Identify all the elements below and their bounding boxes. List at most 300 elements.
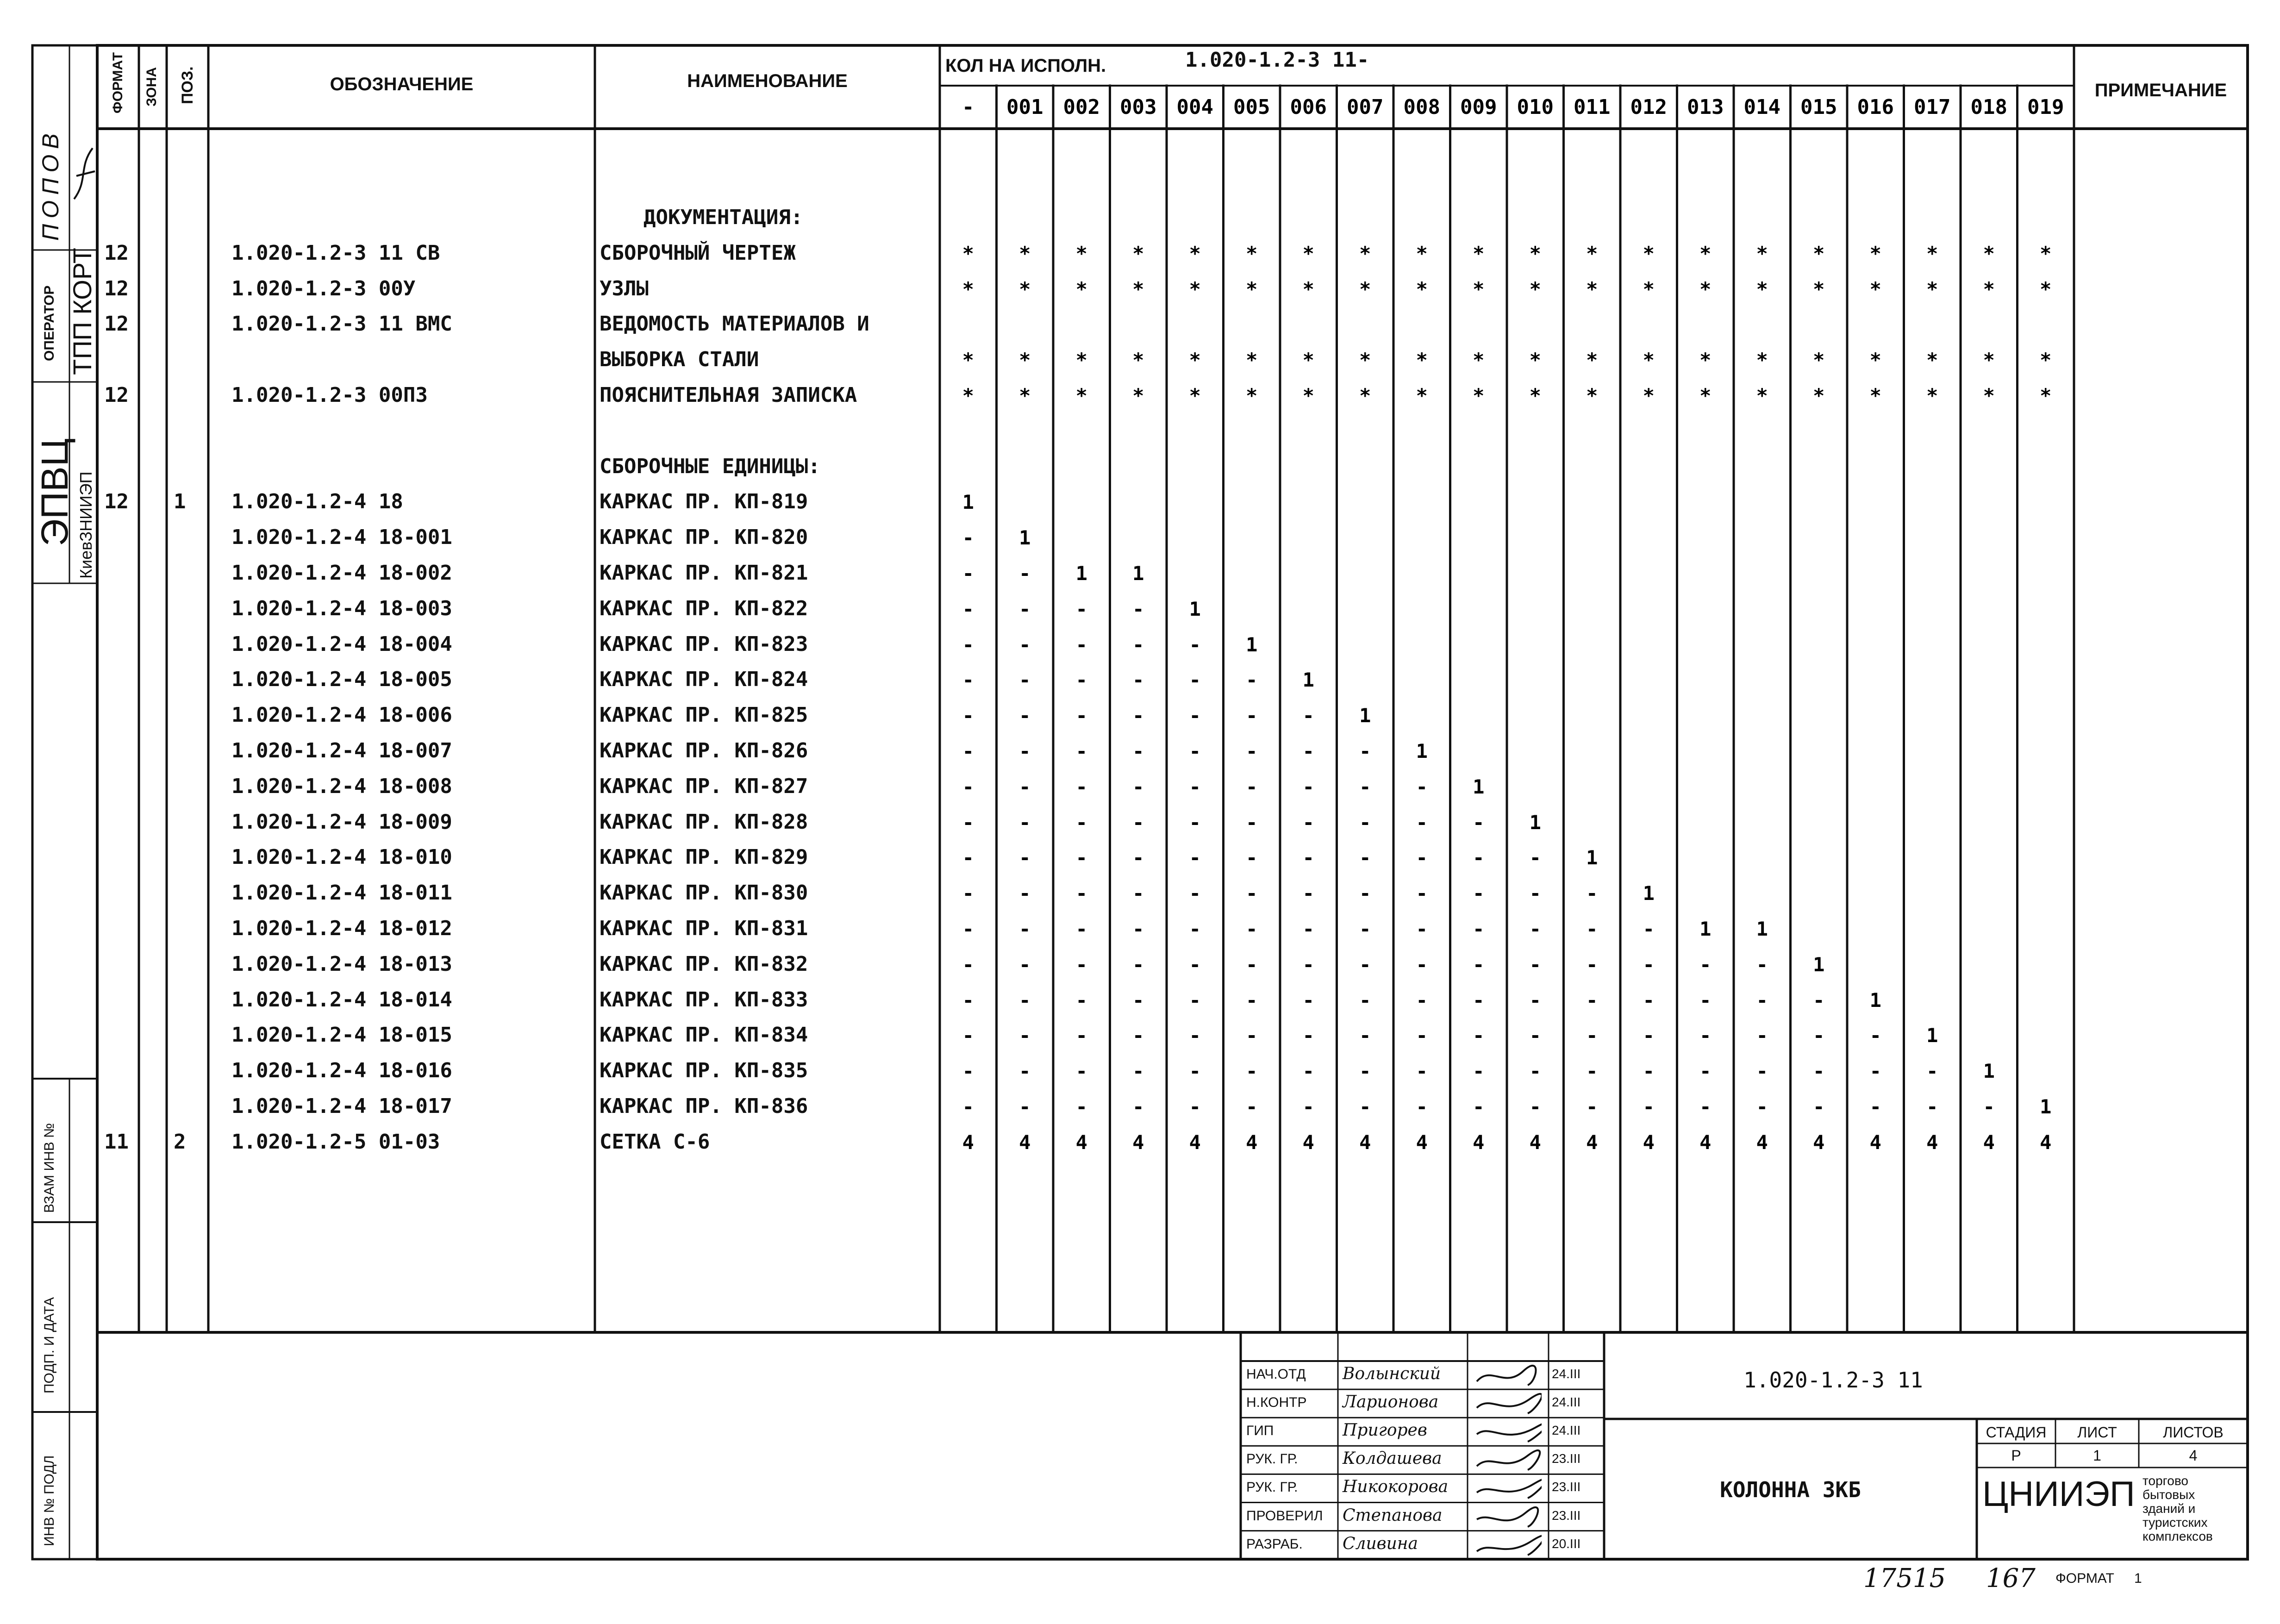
qty-cell: - xyxy=(1075,597,1087,620)
qty-cell: - xyxy=(1075,918,1087,940)
qty-cell: 1 xyxy=(1756,918,1768,940)
qty-cell: - xyxy=(1529,1060,1541,1083)
signer-role: РУК. ГР. xyxy=(1246,1480,1298,1495)
row-name: КАРКАС ПР. КП-821 xyxy=(600,561,808,585)
qty-cell: - xyxy=(1586,953,1598,976)
signer-name: Степанова xyxy=(1343,1505,1443,1525)
name-header: НАИМЕНОВАНИЕ xyxy=(687,71,848,91)
qty-cell: - xyxy=(1246,953,1258,976)
qty-cell: - xyxy=(1359,1024,1371,1047)
qty-cell: * xyxy=(1643,277,1655,300)
row-format: 12 xyxy=(104,276,129,300)
qty-cell: 4 xyxy=(1643,1131,1655,1154)
qty-cell: - xyxy=(1019,918,1031,940)
qty-cell: - xyxy=(1756,953,1768,976)
qty-cell: 1 xyxy=(1359,704,1371,727)
qty-cell: - xyxy=(1699,1060,1712,1083)
row-name: КАРКАС ПР. КП-822 xyxy=(600,596,808,620)
qty-cell: - xyxy=(1246,668,1258,692)
qty-cell: - xyxy=(962,1095,974,1118)
qty-cell: 4 xyxy=(1529,1131,1541,1154)
qty-cell: - xyxy=(1756,1060,1768,1083)
qty-cell: 4 xyxy=(1983,1131,1995,1154)
qty-cell: - xyxy=(1302,882,1314,905)
qty-cell: * xyxy=(1473,349,1485,372)
signature-scribble xyxy=(1472,1505,1542,1530)
qty-cell: 4 xyxy=(1359,1131,1371,1154)
qty-cell: - xyxy=(1189,1060,1201,1083)
row-designation: 1.020-1.2-4 18-012 xyxy=(231,917,452,940)
note-header: ПРИМЕЧАНИЕ xyxy=(2094,80,2227,100)
qty-cell: * xyxy=(1019,277,1031,300)
qty-cell: - xyxy=(1075,704,1087,727)
signer-name: Колдашева xyxy=(1343,1449,1442,1468)
qty-cell: 1 xyxy=(1189,597,1201,620)
row-designation: 1.020-1.2-4 18-011 xyxy=(231,881,452,905)
qty-cell: - xyxy=(962,918,974,940)
qty-cell: - xyxy=(1643,1060,1655,1083)
qty-cell: - xyxy=(1189,988,1201,1012)
qty-cell: - xyxy=(1246,918,1258,940)
qty-cell: * xyxy=(1132,384,1144,407)
zone-header: ЗОНА xyxy=(144,67,159,106)
qty-cell: - xyxy=(1019,1024,1031,1047)
qty-cell: * xyxy=(962,384,974,407)
row-name: СЕТКА С-6 xyxy=(600,1130,710,1154)
qty-cell: * xyxy=(1926,277,1938,300)
qty-cell: - xyxy=(1869,1024,1881,1047)
qty-cell: 1 xyxy=(1132,562,1144,585)
qty-cell: - xyxy=(1473,953,1485,976)
qty-cell: 4 xyxy=(1132,1131,1144,1154)
qty-cell: - xyxy=(1416,811,1428,834)
footer-format-value: 1 xyxy=(2134,1571,2142,1586)
qty-cell: - xyxy=(1416,882,1428,905)
qty-cell: * xyxy=(1756,349,1768,372)
qty-cell: * xyxy=(1529,384,1541,407)
qty-code: 1.020-1.2-3 11- xyxy=(1185,48,1369,72)
org-desc-line: комплексов xyxy=(2143,1529,2213,1543)
qty-cell: * xyxy=(1643,349,1655,372)
qty-cell: * xyxy=(1699,277,1712,300)
qty-cell: - xyxy=(1643,988,1655,1012)
qty-cell: * xyxy=(1416,384,1428,407)
row-designation: 1.020-1.2-4 18-010 xyxy=(231,845,452,869)
row-name: КАРКАС ПР. КП-819 xyxy=(600,490,808,514)
qty-cell: 1 xyxy=(1586,846,1598,869)
row-name: КАРКАС ПР. КП-831 xyxy=(600,917,808,940)
signature-scribble xyxy=(1472,1533,1542,1559)
qty-cell: - xyxy=(1189,953,1201,976)
qty-cell: * xyxy=(1246,242,1258,265)
qty-cell: * xyxy=(1189,242,1201,265)
qty-cell: * xyxy=(1869,349,1881,372)
qty-label: КОЛ НА ИСПОЛН. xyxy=(945,56,1106,76)
row-designation: 1.020-1.2-3 00У xyxy=(231,276,416,300)
qty-cell: * xyxy=(1302,242,1314,265)
qty-cell: - xyxy=(1075,1060,1087,1083)
qty-cell: * xyxy=(1416,349,1428,372)
qty-cell: * xyxy=(1586,349,1598,372)
variant-header: 008 xyxy=(1403,95,1440,119)
row-designation: 1.020-1.2-4 18-017 xyxy=(231,1094,452,1118)
qty-cell: - xyxy=(1473,846,1485,869)
signer-role: ГИП xyxy=(1246,1423,1274,1439)
row-designation: 1.020-1.2-4 18-014 xyxy=(231,987,452,1012)
qty-cell: * xyxy=(1529,349,1541,372)
row-designation: 1.020-1.2-4 18-015 xyxy=(231,1023,452,1047)
row-name: КАРКАС ПР. КП-830 xyxy=(600,881,808,905)
qty-cell: * xyxy=(1586,277,1598,300)
qty-cell: - xyxy=(1756,1024,1768,1047)
org-stamp-sub: КиевЗНИИЭП xyxy=(76,471,95,579)
qty-cell: 1 xyxy=(1019,526,1031,550)
qty-cell: - xyxy=(1189,811,1201,834)
qty-cell: - xyxy=(1643,953,1655,976)
qty-cell: * xyxy=(1019,349,1031,372)
row-name: КАРКАС ПР. КП-827 xyxy=(600,774,808,798)
qty-cell: * xyxy=(2040,349,2052,372)
stage-label: СТАДИЯ xyxy=(1986,1424,2047,1441)
variant-header: 014 xyxy=(1743,95,1780,119)
sheet-label: ЛИСТ xyxy=(2077,1424,2117,1441)
qty-cell: - xyxy=(1359,953,1371,976)
qty-cell: * xyxy=(2040,277,2052,300)
qty-cell: * xyxy=(1643,384,1655,407)
row-designation: 1.020-1.2-4 18 xyxy=(231,490,403,514)
qty-cell: - xyxy=(1416,918,1428,940)
qty-cell: - xyxy=(1075,846,1087,869)
row-format: 12 xyxy=(104,490,129,514)
qty-cell: 4 xyxy=(1926,1131,1938,1154)
qty-cell: - xyxy=(1302,988,1314,1012)
sign-date: 23.III xyxy=(1552,1480,1581,1494)
qty-cell: - xyxy=(1246,704,1258,727)
variant-header: 001 xyxy=(1006,95,1043,119)
qty-cell: 1 xyxy=(1983,1060,1995,1083)
qty-cell: * xyxy=(1643,242,1655,265)
qty-cell: - xyxy=(1019,846,1031,869)
qty-cell: * xyxy=(1983,384,1995,407)
qty-cell: - xyxy=(1132,953,1144,976)
row-designation: 1.020-1.2-4 18-003 xyxy=(231,596,452,620)
qty-cell: * xyxy=(1529,242,1541,265)
row-designation: 1.020-1.2-4 18-005 xyxy=(231,668,452,692)
qty-cell: - xyxy=(962,526,974,550)
qty-cell: - xyxy=(1926,1060,1938,1083)
qty-cell: - xyxy=(1132,633,1144,656)
qty-cell: 4 xyxy=(1699,1131,1712,1154)
qty-cell: - xyxy=(1075,775,1087,798)
row-name: ПОЯСНИТЕЛЬНАЯ ЗАПИСКА xyxy=(600,383,857,407)
qty-cell: - xyxy=(962,882,974,905)
qty-cell: - xyxy=(1132,882,1144,905)
qty-cell: - xyxy=(1189,775,1201,798)
qty-cell: - xyxy=(1019,668,1031,692)
signature-scribble xyxy=(1472,1448,1542,1474)
qty-cell: - xyxy=(1302,811,1314,834)
variant-header: 010 xyxy=(1517,95,1554,119)
qty-cell: * xyxy=(1246,277,1258,300)
qty-cell: 4 xyxy=(1869,1131,1881,1154)
sign-date: 24.III xyxy=(1552,1395,1581,1410)
qty-cell: - xyxy=(962,740,974,762)
qty-cell: - xyxy=(1813,988,1825,1012)
qty-cell: - xyxy=(1359,775,1371,798)
qty-cell: - xyxy=(1416,1024,1428,1047)
qty-cell: - xyxy=(1246,988,1258,1012)
qty-cell: - xyxy=(1473,1095,1485,1118)
doc-code: 1.020-1.2-3 11 xyxy=(1743,1368,1923,1393)
qty-cell: * xyxy=(1359,277,1371,300)
qty-cell: * xyxy=(1586,242,1598,265)
qty-cell: - xyxy=(1416,1060,1428,1083)
stage-value: Р xyxy=(2011,1447,2021,1464)
row-designation: 1.020-1.2-4 18-001 xyxy=(231,525,452,550)
qty-cell: - xyxy=(1813,1095,1825,1118)
qty-cell: 4 xyxy=(1302,1131,1314,1154)
row-designation: 1.020-1.2-4 18-007 xyxy=(231,739,452,762)
qty-cell: - xyxy=(1473,1060,1485,1083)
qty-cell: 4 xyxy=(2040,1131,2052,1154)
variant-header: 017 xyxy=(1914,95,1951,119)
signer-role: РАЗРАБ. xyxy=(1246,1536,1303,1552)
qty-cell: * xyxy=(962,277,974,300)
qty-cell: * xyxy=(962,349,974,372)
qty-cell: * xyxy=(1756,384,1768,407)
qty-cell: * xyxy=(1813,349,1825,372)
qty-cell: * xyxy=(1302,384,1314,407)
row-name: КАРКАС ПР. КП-832 xyxy=(600,952,808,976)
sign-date: 23.III xyxy=(1552,1508,1581,1523)
qty-cell: - xyxy=(1019,1060,1031,1083)
row-position: 1 xyxy=(174,490,186,514)
qty-cell: * xyxy=(1189,384,1201,407)
qty-cell: - xyxy=(1132,1060,1144,1083)
signer-name: Волынский xyxy=(1343,1364,1441,1383)
qty-cell: * xyxy=(1075,349,1087,372)
sheets-label: ЛИСТОВ xyxy=(2163,1424,2224,1441)
qty-cell: - xyxy=(1019,988,1031,1012)
qty-cell: - xyxy=(1075,668,1087,692)
qty-cell: - xyxy=(1643,1095,1655,1118)
variant-header: - xyxy=(962,95,974,119)
qty-cell: - xyxy=(1869,1060,1881,1083)
qty-cell: * xyxy=(1189,277,1201,300)
author-name: ПОПОВ xyxy=(37,128,63,241)
qty-cell: * xyxy=(1302,349,1314,372)
qty-cell: 1 xyxy=(1416,740,1428,762)
qty-cell: * xyxy=(1473,242,1485,265)
podp-data-label: ПОДП. И ДАТА xyxy=(42,1297,57,1393)
sign-date: 24.III xyxy=(1552,1423,1581,1438)
pos-header: ПОЗ. xyxy=(179,66,196,104)
qty-cell: - xyxy=(1586,1095,1598,1118)
qty-cell: - xyxy=(1529,846,1541,869)
operator-value: ТПП КОРТ xyxy=(68,248,97,375)
qty-cell: - xyxy=(1132,1095,1144,1118)
row-name: ДОКУМЕНТАЦИЯ: xyxy=(643,206,803,229)
variant-header: 018 xyxy=(1970,95,2007,119)
qty-cell: - xyxy=(1246,1024,1258,1047)
sign-date: 23.III xyxy=(1552,1451,1581,1466)
qty-cell: - xyxy=(1416,1095,1428,1118)
qty-cell: * xyxy=(1926,349,1938,372)
signer-name: Ларионова xyxy=(1343,1393,1439,1412)
qty-cell: - xyxy=(1302,953,1314,976)
qty-cell: - xyxy=(1246,846,1258,869)
qty-cell: 1 xyxy=(1529,811,1541,834)
row-designation: 1.020-1.2-4 18-016 xyxy=(231,1059,452,1083)
qty-cell: * xyxy=(1869,384,1881,407)
qty-cell: 4 xyxy=(962,1131,974,1154)
qty-cell: - xyxy=(1246,882,1258,905)
designation-header: ОБОЗНАЧЕНИЕ xyxy=(330,74,474,94)
qty-cell: - xyxy=(962,811,974,834)
row-designation: 1.020-1.2-4 18-013 xyxy=(231,952,452,976)
qty-cell: - xyxy=(1019,597,1031,620)
qty-cell: - xyxy=(962,633,974,656)
qty-cell: * xyxy=(1132,277,1144,300)
qty-cell: - xyxy=(1075,740,1087,762)
qty-cell: * xyxy=(1416,242,1428,265)
signer-name: Никокорова xyxy=(1343,1477,1449,1497)
row-name: КАРКАС ПР. КП-836 xyxy=(600,1094,808,1118)
qty-cell: - xyxy=(1529,1095,1541,1118)
qty-cell: - xyxy=(1019,562,1031,585)
qty-cell: - xyxy=(1813,1024,1825,1047)
signer-role: Н.КОНТР xyxy=(1246,1395,1307,1411)
qty-cell: - xyxy=(1529,1024,1541,1047)
qty-cell: 4 xyxy=(1756,1131,1768,1154)
qty-cell: - xyxy=(1529,882,1541,905)
qty-cell: - xyxy=(1132,811,1144,834)
qty-cell: - xyxy=(1075,953,1087,976)
qty-cell: 4 xyxy=(1586,1131,1598,1154)
qty-cell: - xyxy=(1075,882,1087,905)
qty-cell: * xyxy=(1529,277,1541,300)
qty-cell: - xyxy=(1246,811,1258,834)
qty-cell: 1 xyxy=(1302,668,1314,692)
qty-cell: * xyxy=(1132,242,1144,265)
qty-cell: 4 xyxy=(1473,1131,1485,1154)
row-name: КАРКАС ПР. КП-824 xyxy=(600,668,808,692)
qty-cell: - xyxy=(1246,1060,1258,1083)
variant-header: 012 xyxy=(1630,95,1667,119)
variant-header: 009 xyxy=(1460,95,1497,119)
qty-cell: - xyxy=(1983,1095,1995,1118)
variant-header: 016 xyxy=(1857,95,1894,119)
row-designation: 1.020-1.2-3 11 ВМС xyxy=(231,312,452,336)
sheets-value: 4 xyxy=(2189,1447,2198,1464)
qty-cell: - xyxy=(1643,1024,1655,1047)
qty-cell: - xyxy=(1643,918,1655,940)
qty-cell: - xyxy=(1473,882,1485,905)
qty-cell: - xyxy=(1359,1095,1371,1118)
qty-cell: * xyxy=(1019,384,1031,407)
row-designation: 1.020-1.2-3 11 СВ xyxy=(231,241,440,265)
qty-cell: - xyxy=(1473,918,1485,940)
org-desc-line: зданий и xyxy=(2143,1501,2196,1516)
qty-cell: * xyxy=(1756,242,1768,265)
format-header: ФОРМАТ xyxy=(110,52,125,113)
qty-cell: - xyxy=(1132,775,1144,798)
variant-header: 005 xyxy=(1233,95,1270,119)
variant-header: 019 xyxy=(2027,95,2064,119)
row-name: КАРКАС ПР. КП-826 xyxy=(600,739,808,762)
org-name: ЦНИИЭП xyxy=(1982,1474,2135,1514)
qty-cell: - xyxy=(1075,988,1087,1012)
row-name: КАРКАС ПР. КП-823 xyxy=(600,632,808,656)
qty-cell: - xyxy=(1189,1095,1201,1118)
row-format: 12 xyxy=(104,241,129,265)
qty-cell: * xyxy=(1926,242,1938,265)
qty-cell: * xyxy=(1813,277,1825,300)
row-format: 12 xyxy=(104,383,129,407)
row-name: КАРКАС ПР. КП-820 xyxy=(600,525,808,550)
qty-cell: - xyxy=(1359,988,1371,1012)
qty-cell: * xyxy=(1756,277,1768,300)
qty-cell: - xyxy=(1302,1024,1314,1047)
qty-cell: - xyxy=(1132,988,1144,1012)
qty-cell: 1 xyxy=(1075,562,1087,585)
qty-cell: * xyxy=(1075,277,1087,300)
qty-cell: - xyxy=(1019,775,1031,798)
qty-cell: - xyxy=(962,597,974,620)
qty-cell: 4 xyxy=(1416,1131,1428,1154)
qty-cell: - xyxy=(1359,918,1371,940)
qty-cell: - xyxy=(962,668,974,692)
qty-cell: - xyxy=(1246,1095,1258,1118)
qty-cell: * xyxy=(1473,384,1485,407)
qty-cell: 1 xyxy=(2040,1095,2052,1118)
qty-cell: * xyxy=(1359,349,1371,372)
qty-cell: - xyxy=(1246,775,1258,798)
qty-cell: - xyxy=(962,846,974,869)
qty-cell: - xyxy=(1813,1060,1825,1083)
qty-cell: * xyxy=(1473,277,1485,300)
qty-cell: 1 xyxy=(1699,918,1712,940)
row-designation: 1.020-1.2-5 01-03 xyxy=(231,1130,440,1154)
qty-cell: - xyxy=(1359,740,1371,762)
qty-cell: * xyxy=(1189,349,1201,372)
row-designation: 1.020-1.2-4 18-002 xyxy=(231,561,452,585)
qty-cell: - xyxy=(1189,882,1201,905)
variant-header: 003 xyxy=(1120,95,1157,119)
org-desc-line: торгово xyxy=(2143,1474,2188,1488)
qty-cell: - xyxy=(1529,953,1541,976)
qty-cell: - xyxy=(1529,988,1541,1012)
qty-cell: * xyxy=(1813,242,1825,265)
variant-header: 015 xyxy=(1800,95,1837,119)
qty-cell: - xyxy=(962,988,974,1012)
qty-cell: - xyxy=(1189,846,1201,869)
qty-cell: - xyxy=(1189,918,1201,940)
qty-cell: - xyxy=(1189,1024,1201,1047)
signature-scribble xyxy=(1472,1419,1542,1445)
qty-cell: - xyxy=(1756,988,1768,1012)
qty-cell: - xyxy=(1586,918,1598,940)
variant-header: 011 xyxy=(1574,95,1611,119)
footer-number: 17515 xyxy=(1863,1563,1946,1593)
qty-cell: - xyxy=(1302,846,1314,869)
qty-cell: * xyxy=(1019,242,1031,265)
qty-cell: 1 xyxy=(1869,988,1881,1012)
qty-cell: - xyxy=(1075,1095,1087,1118)
row-designation: 1.020-1.2-4 18-004 xyxy=(231,632,452,656)
qty-cell: 4 xyxy=(1813,1131,1825,1154)
sign-date: 24.III xyxy=(1552,1367,1581,1381)
